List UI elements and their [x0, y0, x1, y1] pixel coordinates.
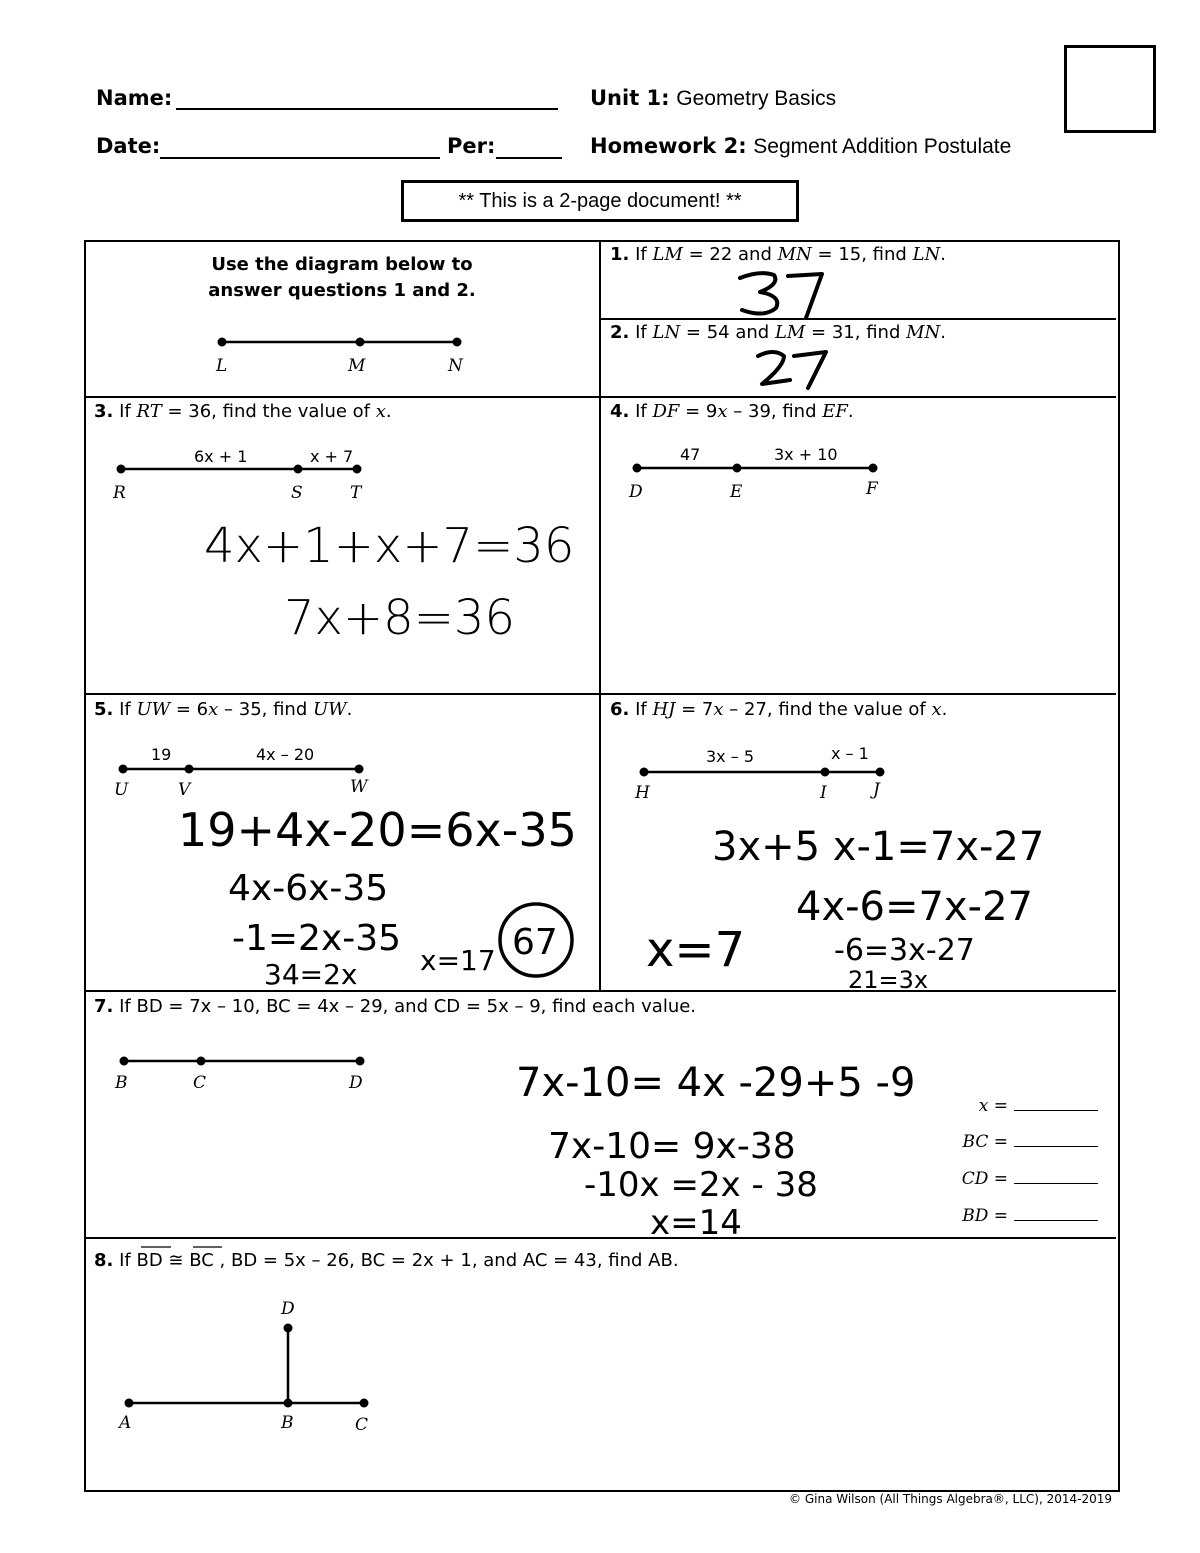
question-7: 7. If BD = 7x – 10, BC = 4x – 29, and CD = 5x – 9, find each value.	[94, 996, 697, 1017]
svg-text:34=2x: 34=2x	[264, 958, 358, 991]
seg-label-vw: 4x – 20	[256, 745, 315, 764]
label-e: E	[730, 482, 743, 502]
label-u: U	[114, 780, 129, 800]
label-a: A	[119, 1413, 132, 1433]
svg-text:-10x =2x - 38: -10x =2x - 38	[584, 1165, 818, 1205]
label-c: C	[355, 1415, 369, 1435]
label-d: D	[281, 1299, 295, 1319]
handwriting-q2	[758, 352, 826, 388]
label-f: F	[866, 479, 878, 499]
svg-text:-1=2x-35: -1=2x-35	[232, 918, 402, 959]
label-l: L	[216, 356, 228, 376]
label-j: J	[873, 780, 880, 800]
question-4: 4. If DF = 9x – 39, find EF.	[610, 401, 854, 422]
handwriting-q1	[740, 273, 822, 318]
svg-text:21=3x: 21=3x	[848, 966, 929, 994]
name-label: Name:	[96, 86, 173, 110]
svg-text:4x+1+x+7=36: 4x+1+x+7=36	[204, 518, 575, 574]
diagram-instructions: Use the diagram below to answer questions 1 and 2.	[208, 254, 476, 301]
svg-text:-6=3x-27: -6=3x-27	[834, 933, 975, 968]
unit-heading: Unit 1: Geometry Basics	[590, 86, 837, 110]
page-notice: ** This is a 2-page document! **	[401, 180, 799, 222]
handwriting-q3	[204, 518, 574, 646]
svg-text:67: 67	[512, 922, 558, 963]
label-c: C	[193, 1073, 207, 1093]
answer-bc[interactable]: BC =	[963, 1132, 1098, 1152]
date-label: Date:	[96, 134, 161, 158]
seg-label-ef: 3x + 10	[774, 445, 838, 464]
question-2: 2. If LN = 54 and LM = 31, find MN.	[610, 322, 947, 343]
svg-text:19+4x-20=6x-35: 19+4x-20=6x-35	[178, 803, 577, 857]
question-5: 5. If UW = 6x – 35, find UW.	[94, 699, 353, 720]
svg-text:x=7: x=7	[646, 922, 746, 978]
label-b: B	[281, 1413, 294, 1433]
label-n: N	[448, 356, 463, 376]
seg-label-hi: 3x – 5	[706, 747, 754, 766]
period-label: Per:	[447, 134, 496, 158]
answer-x[interactable]: x =	[979, 1096, 1098, 1116]
label-h: H	[635, 783, 650, 803]
seg-label-ij: x – 1	[831, 744, 869, 763]
label-m: M	[348, 356, 366, 376]
svg-text:x=14: x=14	[650, 1203, 742, 1243]
svg-text:7x-10= 9x-38: 7x-10= 9x-38	[548, 1126, 796, 1167]
question-1: 1. If LM = 22 and MN = 15, find LN.	[610, 244, 947, 265]
label-b: B	[115, 1073, 128, 1093]
label-i: I	[820, 783, 827, 803]
question-6: 6. If HJ = 7x – 27, find the value of x.	[610, 699, 948, 720]
handwriting-q7	[516, 1060, 915, 1243]
seg-label-st: x + 7	[310, 447, 354, 466]
label-d: D	[349, 1073, 363, 1093]
label-t: T	[350, 483, 362, 503]
handwriting-q6	[646, 824, 1044, 994]
seg-label-de: 47	[680, 445, 701, 464]
label-d: D	[629, 482, 643, 502]
svg-text:3x+5 x-1=7x-27: 3x+5 x-1=7x-27	[712, 824, 1045, 870]
answer-cd[interactable]: CD =	[962, 1169, 1098, 1189]
svg-text:4x-6=7x-27: 4x-6=7x-27	[796, 884, 1033, 930]
question-8: 8. If BD ≅ BC , BD = 5x – 26, BC = 2x + 1, and AC = 43, find AB.	[94, 1250, 679, 1271]
svg-text:7x+8=36: 7x+8=36	[284, 590, 515, 646]
svg-text:x=17: x=17	[420, 944, 496, 977]
copyright-footer: © Gina Wilson (All Things Algebra®, LLC), 2014-2019	[789, 1492, 1112, 1506]
seg-label-rs: 6x + 1	[194, 447, 248, 466]
answer-bd[interactable]: BD =	[962, 1206, 1098, 1226]
label-s: S	[291, 483, 303, 503]
label-v: V	[178, 780, 191, 800]
question-3: 3. If RT = 36, find the value of x.	[94, 401, 392, 422]
svg-text:7x-10= 4x -29+5 -9: 7x-10= 4x -29+5 -9	[516, 1060, 916, 1106]
seg-label-uv: 19	[151, 745, 172, 764]
homework-heading: Homework 2: Segment Addition Postulate	[590, 134, 1012, 158]
label-w: W	[350, 777, 368, 797]
svg-text:4x-6x-35: 4x-6x-35	[228, 868, 389, 909]
label-r: R	[113, 483, 126, 503]
handwriting-q5	[178, 803, 577, 991]
